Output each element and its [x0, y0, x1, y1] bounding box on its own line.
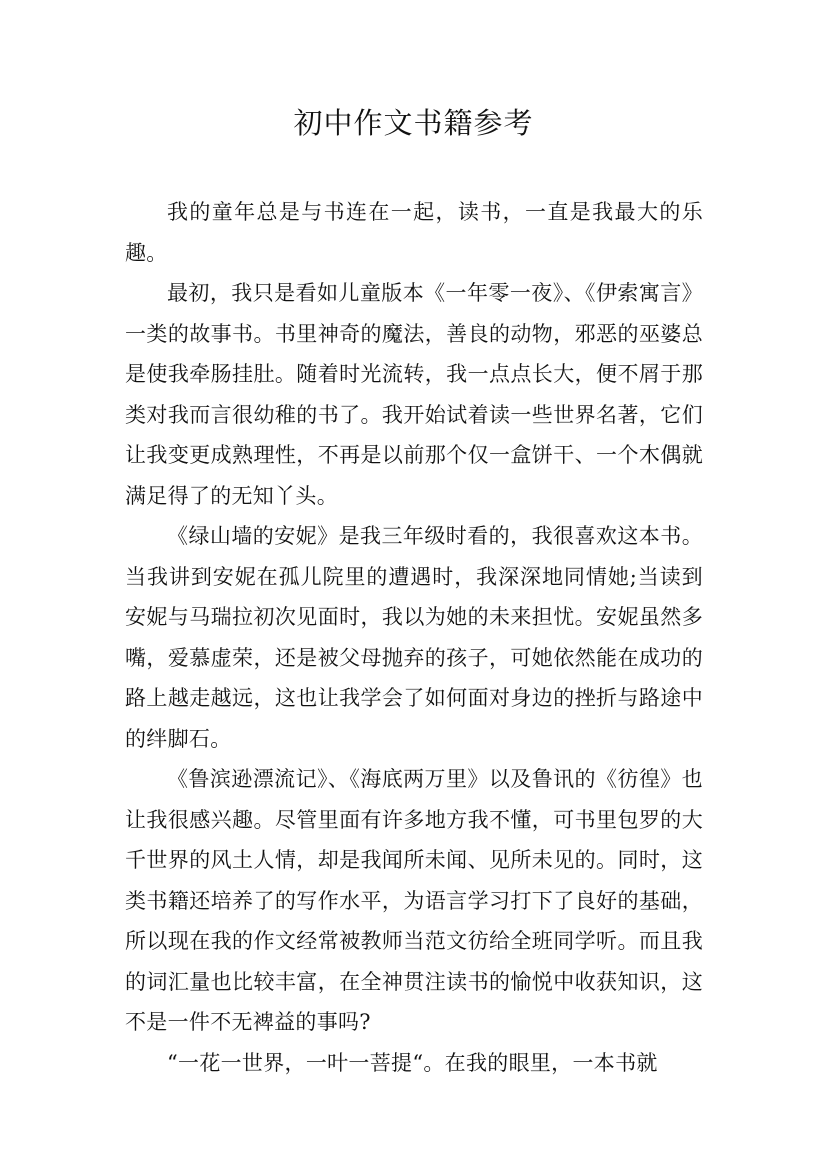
paragraph-5: “一花一世界，一叶一菩提“。在我的眼里，一本书就: [167, 1050, 658, 1075]
paragraph-3: 《绿山墙的安妮》是我三年级时看的，我很喜欢这本书。当我讲到安妮在孤儿院里的遭遇时，我深深地同情她;当读到安妮与马瑞拉初次见面时，我以为她的未来担忧。安妮虽然多嘴，爱慕虚荣，还是被父母抛弃的孩子，可她依然能在成功的路上越走越远，这也让我学会了如何面对身边的挫折与路途中的绊脚石。: [125, 524, 703, 751]
paragraph-1: 我的童年总是与书连在一起，读书，一直是我最大的乐趣。: [125, 200, 703, 265]
document-title: 初中作文书籍参考: [293, 106, 534, 140]
document-body: [125, 192, 703, 1083]
paragraph-2: 最初，我只是看如儿童版本《一年零一夜》、《伊索寓言》一类的故事书。书里神奇的魔法，善良的动物，邪恶的巫婆总是使我牵肠挂肚。随着时光流转，我一点点长大，便不屑于那类对我而言很幼稚的书了。我开始试着读一些世界名著，它们让我变更成熟理性，不再是以前那个仅一盒饼干、一个木偶就满足得了的无知丫头。: [125, 281, 703, 508]
paragraph-4: 《鲁滨逊漂流记》、《海底两万里》以及鲁讯的《彷徨》也让我很感兴趣。尽管里面有许多地方我不懂，可书里包罗的大千世界的风土人情，却是我闻所未闻、见所未见的。同时，这类书籍还培养了的写作水平，为语言学习打下了良好的基础，所以现在我的作文经常被教师当范文彷给全班同学听。而且我的词汇量也比较丰富，在全神贯注读书的愉悦中收获知识，这不是一件不无裨益的事吗?: [125, 767, 703, 1034]
